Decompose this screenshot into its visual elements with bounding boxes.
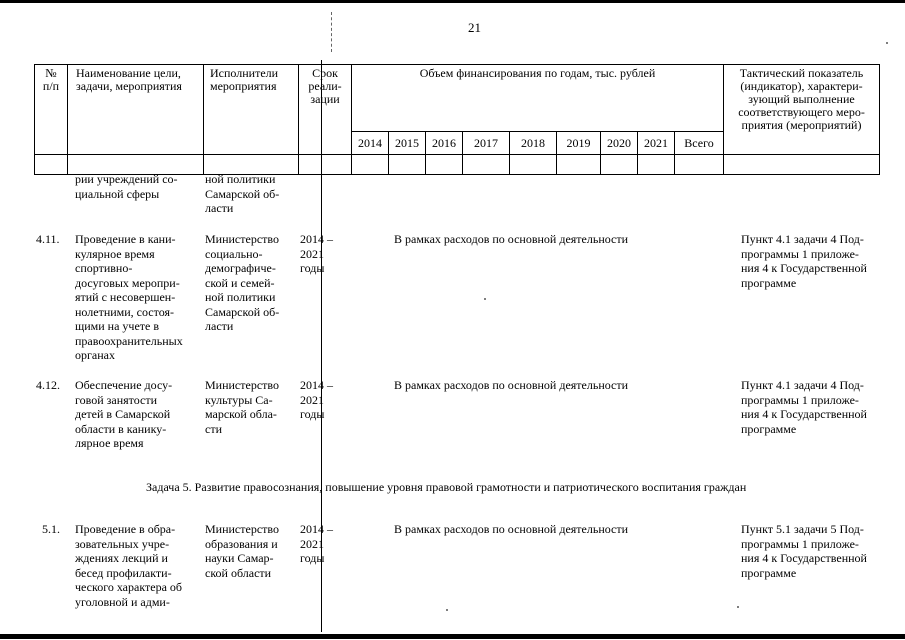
table-header [34,64,880,175]
page-number: 21 [468,20,481,35]
row-funding: В рамках расходов по основной деятельности [394,522,629,536]
task-heading: Задача 5. Развитие правосознания, повышение уровня правовой грамотности и патриотического воспитания граждан [146,480,747,494]
scan-speck [484,298,486,300]
year-2018: 2018 [510,132,557,155]
year-2020: 2020 [601,132,638,155]
scan-artifact-line [331,12,332,52]
year-2019: 2019 [557,132,601,155]
header-name: Наименование цели, задачи, мероприятия [68,65,204,155]
year-total: Всего [675,132,724,155]
header-term: Срок реали- зации [299,65,352,155]
year-2021: 2021 [638,132,675,155]
page-bottom-border [0,634,905,639]
header-number: № п/п [35,65,68,155]
row-indicator: Пункт 5.1 задачи 5 Под- программы 1 приложе- ния 4 к Государственной программе [741,522,867,580]
row-name: Проведение в кани- кулярное время спортивно- досуговых меропри- ятий с несовершен- нолетними, состоя- щими на учете в правоохранительных органах [75,232,183,362]
row-name: Обеспечение досу- говой занятости детей в Самарской области в канику- лярное время [75,378,173,450]
row-term: 2014 – 2021 годы [300,522,333,565]
row-indicator: Пункт 4.1 задачи 4 Под- программы 1 приложе- ния 4 к Государственной программе [741,378,867,436]
row-term: 2014 – 2021 годы [300,378,333,421]
scan-speck [737,606,739,608]
row-number: 4.12. [36,378,60,392]
scan-speck [446,609,448,611]
year-2017: 2017 [463,132,510,155]
row-number: 5.1. [42,522,60,536]
row-name: Проведение в обра- зовательных учре- ждениях лекций и бесед профилакти- ческого характера об уголовной и адми- [75,522,182,609]
row-number: 4.11. [36,232,60,246]
row-executors: Министерство социально- демографиче- ской и семей- ной политики Самарской об- ласти [205,232,280,333]
scan-speck [886,42,888,44]
year-2015: 2015 [389,132,426,155]
row-executors: Министерство культуры Са- марской обла- сти [205,378,279,436]
row-executors: Министерство образования и науки Самар- ской области [205,522,279,580]
header-executors: Исполнители мероприятия [204,65,299,155]
row-funding: В рамках расходов по основной деятельности [394,232,629,246]
row-indicator: Пункт 4.1 задачи 4 Под- программы 1 приложе- ния 4 к Государственной программе [741,232,867,290]
year-2016: 2016 [426,132,463,155]
continuation-executors: ной политики Самарской об- ласти [205,172,280,215]
row-funding: В рамках расходов по основной деятельности [394,378,629,392]
continuation-name: рии учреждений со- циальной сферы [75,172,178,201]
header-funding: Объем финансирования по годам, тыс. рублей [352,65,724,132]
year-2014: 2014 [352,132,389,155]
header-indicator: Тактический показатель (индикатор), характери- зующий выполнение соответствующего меро- приятия (мероприятий) [724,65,880,155]
page-top-border [0,0,905,3]
row-term: 2014 – 2021 годы [300,232,333,275]
